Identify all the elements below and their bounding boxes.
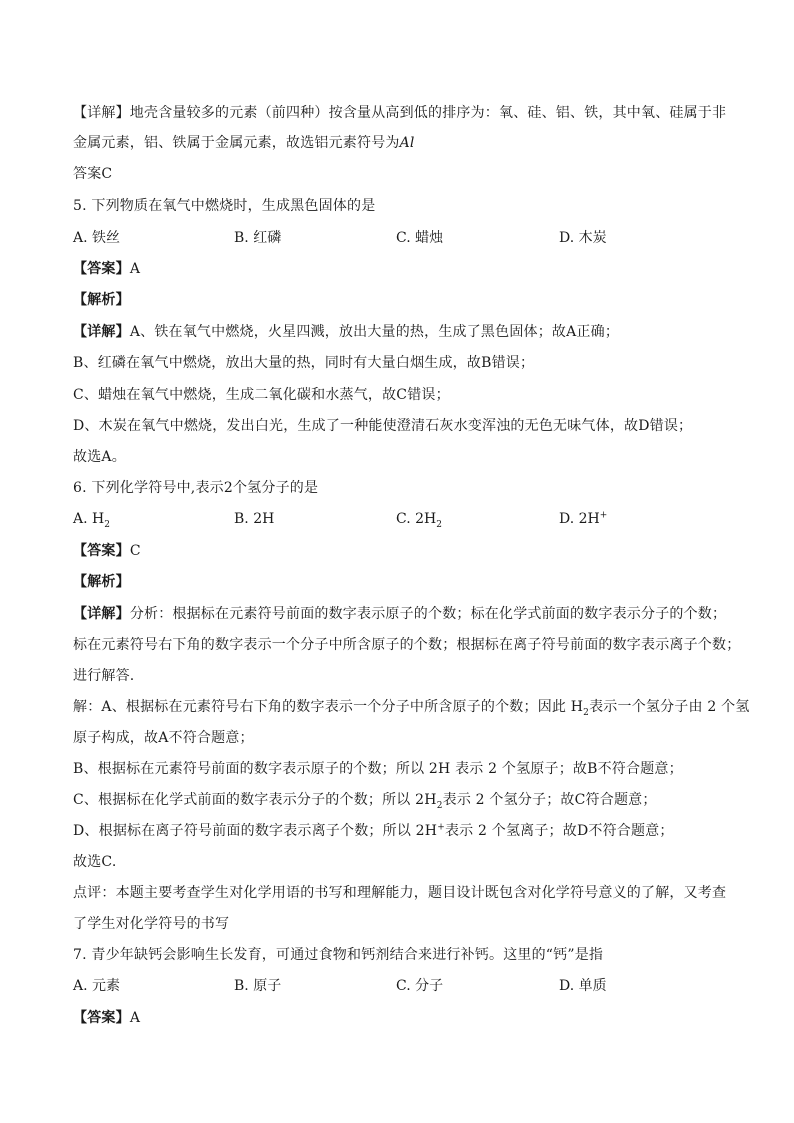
q5-answer: 【答案】A [73,261,141,277]
question-7-stem: 7. 青少年缺钙会影响生长发育，可通过食物和钙剂结合来进行补钙。这里的“钙”是指 [73,947,604,963]
q6-detail-line-2: 标在元素符号右下角的数字表示一个分子中所含原子的个数；根据标在离子符号前面的数字表示离子个数； [73,637,741,653]
q6-answer: 【答案】C [73,543,141,559]
q6-comment-line-1: 点评：本题主要考查学生对化学用语的书写和理解能力，题目设计既包含对化学符号意义的了解，又考查 [73,885,727,901]
detail-line-1: 【详解】地壳含量较多的元素（前四种）按含量从高到低的排序为：氧、硅、铝、铁，其中氧、硅属于非 [73,105,727,121]
q7-option-d: D. 单质 [559,978,607,994]
q5-option-d: D. 木炭 [559,230,607,246]
q6-option-b: B. 2H [234,511,275,527]
q6-analysis-tag: 【解析】 [73,574,130,590]
q5-option-b: B. 红磷 [234,230,282,246]
q6-detail-line-3: 进行解答. [73,668,135,684]
q7-option-c: C. 分子 [396,978,444,994]
q5-detail-line-4: D、木炭在氧气中燃烧，发出白光，生成了一种能使澄清石灰水变浑浊的无色无味气体，故D错误； [73,418,693,434]
q6-detail-line-6: B、根据标在元素符号前面的数字表示原子的个数；所以 2H 表示 2 个氢原子；故B不符合题意； [73,761,683,777]
question-5-stem: 5. 下列物质在氧气中燃烧时，生成黑色固体的是 [73,198,376,214]
q7-option-a: A. 元素 [73,978,121,994]
q5-analysis-tag: 【解析】 [73,292,130,308]
q6-detail-line-7: C、根据标在化学式前面的数字表示分子的个数；所以 $2H_2$表示 2 个氢分子；故C符合题意； [73,792,657,811]
detail-line-2: 金属元素，铝、铁属于金属元素，故选铝元素符号为Al [73,135,415,151]
q6-detail-line-4: 解：A、根据标在元素符号右下角的数字表示一个分子中所含原子的个数；因此 $H_2$表示一个氢分子由 2 个氢 [73,699,750,718]
q6-option-a: A. $H_2$ [73,511,110,530]
q5-conclusion: 故选A。 [73,449,126,465]
q5-option-a: A. 铁丝 [73,230,121,246]
answer-line: 答案C [73,166,113,182]
q5-option-c: C. 蜡烛 [396,230,444,246]
q6-detail-line-5: 原子构成，故A不符合题意； [73,730,254,746]
q7-answer: 【答案】A [73,1010,141,1026]
q5-detail-line-3: C、蜡烛在氧气中燃烧，生成二氧化碳和水蒸气，故C错误； [73,387,450,403]
q6-option-c: C. $2H_2$ [396,511,442,530]
q5-detail-line-2: B、红磷在氧气中燃烧，放出大量的热，同时有大量白烟生成，故B错误； [73,355,535,371]
q7-option-b: B. 原子 [234,978,282,994]
element-symbol: Al [399,135,415,151]
question-6-stem: 6. 下列化学符号中,表示2个氢分子的是 [73,480,319,496]
q6-option-d: D. 2H+ [559,510,608,527]
q6-detail-line-8: D、根据标在离子符号前面的数字表示离子个数；所以 2H+表示 2 个氢离子；故D不符合题意； [73,822,674,839]
q6-comment-line-2: 了学生对化学符号的书写 [73,916,230,932]
q6-conclusion: 故选C. [73,854,117,870]
q6-detail-line-1: 【详解】分析：根据标在元素符号前面的数字表示原子的个数；标在化学式前面的数字表示分子的个数； [73,606,727,622]
q5-detail-line-1: 【详解】A、铁在氧气中燃烧，火星四溅，放出大量的热，生成了黑色固体；故A正确； [73,324,620,340]
